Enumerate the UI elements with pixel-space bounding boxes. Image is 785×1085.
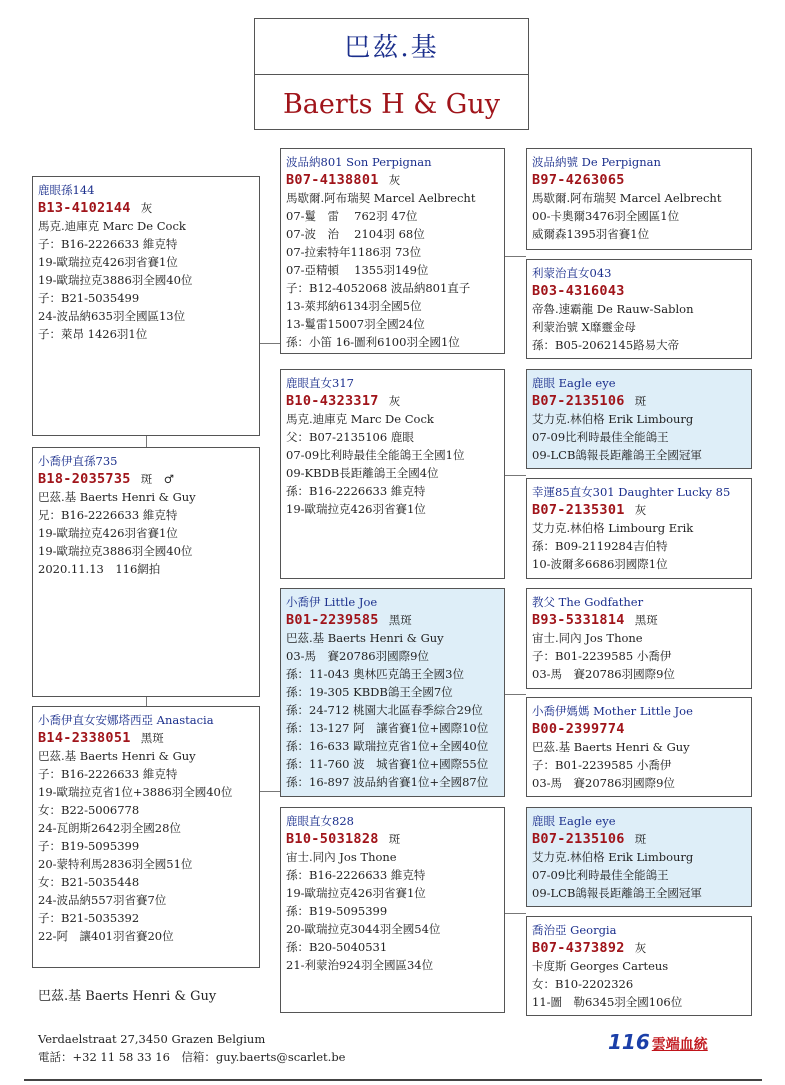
info-line: 孫：B20-5040531 <box>286 940 388 954</box>
ring-number: B07-2135301 <box>532 502 625 518</box>
info-line: 宙士.同內 Jos Thone <box>286 850 397 864</box>
info-line: 子：B16-2226633 維克特 <box>38 767 178 781</box>
dds-card <box>526 807 752 907</box>
info-line: 巴茲.基 Baerts Henri & Guy <box>286 631 444 645</box>
info-line: 子：B12-4052068 波品納801直子 <box>286 281 471 295</box>
subject-card <box>32 447 260 697</box>
bottom-divider <box>24 1079 762 1081</box>
title-chinese: 巴茲.基 <box>255 19 528 75</box>
ring-number: B10-5031828 <box>286 831 379 847</box>
info-line: 艾力克.林伯格 Limbourg Erik <box>532 521 694 535</box>
pigeon-name: 喬治亞 Georgia <box>532 923 617 937</box>
ring-number: B03-4316043 <box>532 283 625 299</box>
ring-number: B07-4138801 <box>286 172 379 188</box>
info-line: 07-亞精頓 1355羽149位 <box>286 263 429 277</box>
pigeon-color: 灰 <box>140 201 153 215</box>
title-box <box>254 18 529 130</box>
pigeon-name: 小喬伊直孫735 <box>38 454 118 468</box>
logo-number: 116 <box>608 1030 650 1054</box>
pigeon-name: 幸運85直女301 Daughter Lucky 85 <box>532 485 731 499</box>
owner-address: Verdaelstraat 27,3450 Grazen Belgium <box>38 1032 266 1046</box>
pigeon-color: 斑 <box>634 394 647 408</box>
pigeon-name: 小喬伊媽媽 Mother Little Joe <box>532 704 693 718</box>
pigeon-name: 波品納號 De Perpignan <box>532 155 661 169</box>
info-line: 13-鬘雷15007羽全國24位 <box>286 317 425 331</box>
info-line: 2020.11.13 116網拍 <box>38 562 161 576</box>
info-line: 孫：11-760 波 城省賽1位+國際55位 <box>286 757 489 771</box>
info-line: 20-蒙特利馬2836羽全國51位 <box>38 857 193 871</box>
pigeon-name: 鹿眼 Eagle eye <box>532 376 616 390</box>
pigeon-name: 小喬伊 Little Joe <box>286 595 378 609</box>
info-line: 24-瓦朗斯2642羽全國28位 <box>38 821 181 835</box>
info-line: 孫：24-712 桃園大北區春季綜合29位 <box>286 703 483 717</box>
pigeon-color: 灰 <box>388 173 401 187</box>
ring-number: B97-4263065 <box>532 172 625 188</box>
sdd-card <box>526 478 752 579</box>
info-line: 馬克.迪庫克 Marc De Cock <box>286 412 434 426</box>
info-line: 孫：小笛 16-圖利6100羽全國1位 <box>286 335 460 349</box>
pigeon-name: 利蒙治直女043 <box>532 266 612 280</box>
pigeon-color: 斑 <box>634 832 647 846</box>
info-line: 子：B01-2239585 小喬伊 <box>532 649 672 663</box>
info-line: 03-馬 賽20786羽國際9位 <box>532 667 675 681</box>
title-english: Baerts H & Guy <box>282 89 501 120</box>
info-line: 威爾森1395羽省賽1位 <box>532 227 650 241</box>
ring-number: B00-2399774 <box>532 721 625 737</box>
owner-contact: 電話：+32 11 58 33 16 信箱：guy.baerts@scarlet.be <box>38 1050 346 1064</box>
info-line: 19-歐瑞拉克426羽省賽1位 <box>286 502 426 516</box>
pigeon-color: 斑 <box>388 832 401 846</box>
ddd-card <box>526 916 752 1016</box>
info-line: 孫：B16-2226633 維克特 <box>286 484 426 498</box>
connector-line <box>260 791 280 792</box>
info-line: 21-利蒙治924羽全國區34位 <box>286 958 434 972</box>
info-line: 24-波品納635羽全國區13位 <box>38 309 186 323</box>
info-line: 兄：B16-2226633 維克特 <box>38 508 178 522</box>
info-line: 孫：B05-2062145路易大帝 <box>532 338 680 352</box>
pigeon-color: 黑斑 <box>140 731 164 745</box>
info-line: 子：B19-5095399 <box>38 839 140 853</box>
info-line: 子：B21-5035499 <box>38 291 140 305</box>
info-line: 10-波爾多6686羽國際1位 <box>532 557 668 571</box>
info-line: 女：B21-5035448 <box>38 875 140 889</box>
connector-line <box>146 697 147 706</box>
pigeon-name: 鹿眼孫144 <box>38 183 95 197</box>
ring-number: B07-4373892 <box>532 940 625 956</box>
info-line: 子：B01-2239585 小喬伊 <box>532 758 672 772</box>
info-line: 19-歐瑞拉克426羽省賽1位 <box>38 526 178 540</box>
info-line: 卡度斯 Georges Carteus <box>532 959 669 973</box>
owner-name: 巴茲.基 Baerts Henri & Guy <box>38 989 217 1004</box>
info-line: 19-歐瑞拉克3886羽全國40位 <box>38 273 193 287</box>
info-line: 07-拉索特年1186羽 73位 <box>286 245 422 259</box>
info-line: 孫：13-127 阿 讓省賽1位+國際10位 <box>286 721 489 735</box>
info-line: 巴茲.基 Baerts Henri & Guy <box>532 740 690 754</box>
connector-line <box>505 475 526 476</box>
info-line: 孫：16-897 波品納省賽1位+全國87位 <box>286 775 489 789</box>
info-line: 24-波品納557羽省賽7位 <box>38 893 167 907</box>
info-line: 13-萊邦納6134羽全國5位 <box>286 299 422 313</box>
pigeon-name: 波品納801 Son Perpignan <box>286 155 432 169</box>
info-line: 子：B16-2226633 維克特 <box>38 237 178 251</box>
ring-number: B07-2135106 <box>532 831 625 847</box>
pigeon-name: 鹿眼 Eagle eye <box>532 814 616 828</box>
pigeon-name: 鹿眼直女317 <box>286 376 354 390</box>
info-line: 女：B10-2202326 <box>532 977 634 991</box>
dam-card <box>32 706 260 968</box>
info-line: 馬歇爾.阿布瑞契 Marcel Aelbrecht <box>532 191 722 205</box>
sire-sire-card <box>280 148 505 354</box>
ring-number: B14-2338051 <box>38 730 131 746</box>
pigeon-color: 黑斑 <box>634 613 658 627</box>
info-line: 父：B07-2135106 鹿眼 <box>286 430 414 444</box>
dss-card <box>526 588 752 689</box>
sds-card <box>526 369 752 469</box>
info-line: 馬克.迪庫克 Marc De Cock <box>38 219 186 233</box>
dam-sire-card <box>280 588 505 797</box>
info-line: 20-歐瑞拉克3044羽全國54位 <box>286 922 441 936</box>
info-line: 孫：B19-5095399 <box>286 904 388 918</box>
pigeon-color: 灰 <box>634 503 647 517</box>
info-line: 19-歐瑞拉克3886羽全國40位 <box>38 544 193 558</box>
info-line: 巴茲.基 Baerts Henri & Guy <box>38 749 196 763</box>
pigeon-name: 教父 The Godfather <box>532 595 644 609</box>
pigeon-color: 灰 <box>634 941 647 955</box>
connector-line <box>146 436 147 447</box>
ring-number: B18-2035735 <box>38 471 131 487</box>
info-line: 19-歐瑞拉克426羽省賽1位 <box>38 255 178 269</box>
info-line: 07-09比利時最佳全能鴿王 <box>532 868 669 882</box>
pigeon-name: 小喬伊直女安娜塔西亞 Anastacia <box>38 713 214 727</box>
info-line: 22-阿 讓401羽省賽20位 <box>38 929 174 943</box>
sire-card <box>32 176 260 436</box>
info-line: 女：B22-5006778 <box>38 803 140 817</box>
brand-logo <box>608 1030 708 1054</box>
pigeon-name: 鹿眼直女828 <box>286 814 354 828</box>
info-line: 00-卡奧爾3476羽全國區1位 <box>532 209 680 223</box>
info-line: 09-LCB鴿報長距離鴿王全國冠軍 <box>532 448 702 462</box>
info-line: 子：萊昂 1426羽1位 <box>38 327 148 341</box>
info-line: 子：B21-5035392 <box>38 911 140 925</box>
connector-line <box>505 256 526 257</box>
info-line: 09-KBDB長距離鴿王全國4位 <box>286 466 439 480</box>
connector-line <box>260 343 280 344</box>
info-line: 艾力克.林伯格 Erik Limbourg <box>532 850 694 864</box>
info-line: 帝魯.速霸龍 De Rauw-Sablon <box>532 302 694 316</box>
connector-line <box>505 694 526 695</box>
info-line: 07-波 治 2104羽 68位 <box>286 227 425 241</box>
info-line: 馬歇爾.阿布瑞契 Marcel Aelbrecht <box>286 191 476 205</box>
info-line: 孫：B09-2119284吉伯特 <box>532 539 668 553</box>
info-line: 巴茲.基 Baerts Henri & Guy <box>38 490 196 504</box>
info-line: 孫：11-043 奧林匹克鴿王全國3位 <box>286 667 464 681</box>
ring-number: B93-5331814 <box>532 612 625 628</box>
sire-dam-card <box>280 369 505 579</box>
dam-dam-card <box>280 807 505 1013</box>
ring-number: B07-2135106 <box>532 393 625 409</box>
info-line: 宙士.同內 Jos Thone <box>532 631 643 645</box>
info-line: 孫：19-305 KBDB鴿王全國7位 <box>286 685 453 699</box>
info-line: 07-09比利時最佳全能鴿王 <box>532 430 669 444</box>
info-line: 03-馬 賽20786羽國際9位 <box>532 776 675 790</box>
info-line: 艾力克.林伯格 Erik Limbourg <box>532 412 694 426</box>
ring-number: B10-4323317 <box>286 393 379 409</box>
info-line: 孫：16-633 歐瑞拉克省1位+全國40位 <box>286 739 489 753</box>
ring-number: B01-2239585 <box>286 612 379 628</box>
info-line: 09-LCB鴿報長距離鴿王全國冠軍 <box>532 886 702 900</box>
info-line: 利蒙治號 X靡靈金母 <box>532 320 636 334</box>
connector-line <box>505 913 526 914</box>
sss-card <box>526 148 752 250</box>
dsd-card <box>526 697 752 797</box>
info-line: 19-歐瑞拉克426羽省賽1位 <box>286 886 426 900</box>
info-line: 07-09比利時最佳全能鴿王全國1位 <box>286 448 465 462</box>
info-line: 03-馬 賽20786羽國際9位 <box>286 649 429 663</box>
ring-number: B13-4102144 <box>38 200 131 216</box>
info-line: 孫：B16-2226633 維克特 <box>286 868 426 882</box>
pigeon-color: 灰 <box>388 394 401 408</box>
info-line: 19-歐瑞拉克省1位+3886羽全國40位 <box>38 785 233 799</box>
ssd-card <box>526 259 752 359</box>
info-line: 11-圖 勒6345羽全國106位 <box>532 995 683 1009</box>
pigeon-color: 黑斑 <box>388 613 412 627</box>
info-line: 07-鬘 雷 762羽 47位 <box>286 209 418 223</box>
logo-text: 雲端血統 <box>651 1037 708 1053</box>
pigeon-color: 斑 ♂ <box>140 472 175 486</box>
